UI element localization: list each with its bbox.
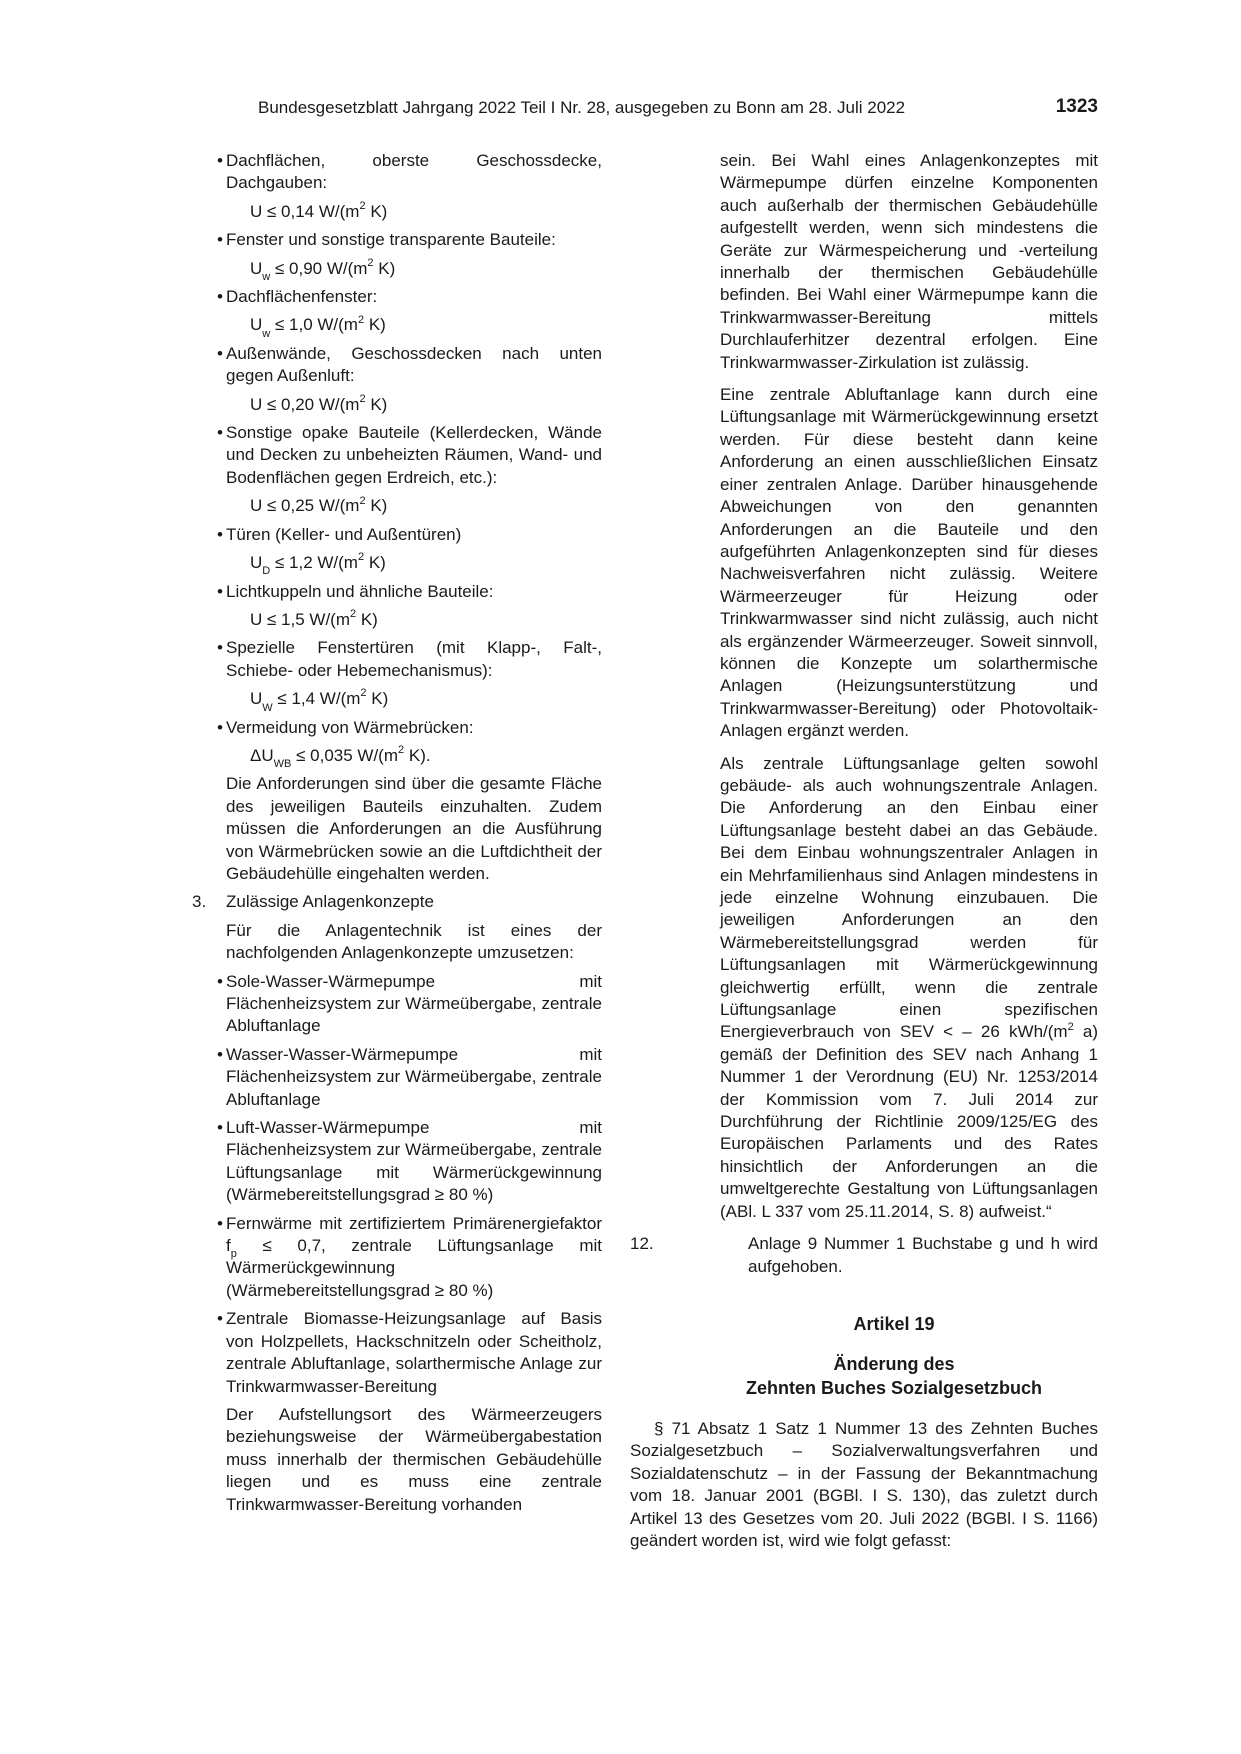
bullet-icon: •: [217, 230, 223, 250]
list-item: • Sole-Wasser-Wärmepumpe mit Flächenheizsystem zur Wärmeübergabe, zentrale Abluftanlage: [217, 971, 602, 1036]
bullet-icon: •: [217, 1213, 223, 1233]
paragraph: Eine zentrale Abluftanlage kann durch eine Lüftungsanlage mit Wärmerückgewinnung ersetzt werden. Für diese besteht dann keine Anforderung an einen ausschließlichen Einsatz einer zentralen Anlage. Darüber hinausgehende Abweichungen von den genannten Anforderungen an die Bauteile und den aufgeführten Anlagenkonzepten sind für dieses Nachweisverfahren nicht zulässig. Weitere Wärmeerzeuger für Heizung oder Trinkwarmwasser sind nicht zulässig, auch nicht als ergänzender Wärmeerzeuger. Soweit sinnvoll, können die Konzepte um solarthermische Anlagen (Heizungsunterstützung und Trinkwarmwasser-Bereitung) oder Photovoltaik-Anlagen ergänzt werden.: [720, 385, 1098, 741]
article-heading: [630, 1312, 1098, 1400]
bullet-icon: •: [217, 423, 223, 443]
list-item: • Türen (Keller- und Außentüren): [188, 524, 602, 546]
bullet-icon: •: [217, 1309, 223, 1329]
bullet-icon: •: [217, 1118, 223, 1138]
u-value: $U_w \le 1,0$ $W/(m^2$ K): [250, 313, 386, 340]
list-item: • Außenwände, Geschossdecken nach unten gegen Außenluft:: [217, 343, 602, 386]
paragraph: Als zentrale Lüftungsanlage gelten sowohl gebäude- als auch wohnungszentrale Anlagen. Die Anforderung an den Einbau einer Lüftungsanlage besteht dabei an das Gebäude. Bei dem Einbau wohnungszentraler Anlagen in ein Mehrfamilienhaus sind Anlagen mindestens in jede einzelne Wohnung einzubauen. Die jeweiligen Anforderungen an den Wärmebereitstellungsgrad werden für Lüftungsanlagen mit Wärmerückgewinnung gleichwertig erfüllt, wenn die zentrale Lüftungsanlage einen spezifischen Energieverbrauch von SEV < – 26 kWh/($m^2$ a) gemäß der Definition des SEV nach Anhang 1 Nummer 1 der Verordnung (EU) Nr. 1253/2014 der Kommission vom 7. Juli 2014 zur Durchführung der Richtlinie 2009/125/EG des Europäischen Parlaments und des Rates hinsichtlich der Anforderungen an die umweltgerechte Gestaltung von Lüftungsanlagen (ABl. L 337 vom 25.11.2014, S. 8) aufweist.“: [720, 753, 1099, 1221]
paragraph: § 71 Absatz 1 Satz 1 Nummer 13 des Zehnten Buches Sozialgesetzbuch – Sozialverwaltungsverfahren und Sozialdatenschutz – in der Fassung der Bekanntmachung vom 18. Januar 2001 (BGBl. I S. 130), das zuletzt durch Artikel 13 des Gesetzes vom 20. Juli 2022 (BGBl. I S. 1166) geändert worden ist, wird wie folgt gefasst:: [630, 1418, 1098, 1550]
item-number: 12.: [630, 1234, 654, 1254]
article-subtitle: Änderung des Zehnten Buches Sozialgesetzbuch: [745, 1353, 1043, 1398]
list-item: • Dachflächenfenster:: [188, 286, 602, 308]
bullet-icon: •: [217, 151, 223, 170]
u-value: U ≤ 1,5 $W/(m^2$ K): [250, 608, 378, 629]
page-number: 1323: [1055, 96, 1098, 117]
bullet-icon: •: [217, 581, 223, 601]
list-item: • Dachflächen, oberste Geschossdecke, Dachgauben:: [217, 151, 602, 193]
list-item: • Fenster und sonstige transparente Bauteile:: [188, 229, 602, 251]
article-title: Artikel 19: [853, 1313, 935, 1334]
list-item: • Luft-Wasser-Wärmepumpe mit Flächenheizsystem zur Wärmeübergabe, zentrale Lüftungsanlage mit Wärmerückgewinnung (Wärmebereitstellungsgrad ≥ 80 %): [217, 1118, 602, 1205]
u-value: $U_w \le 0,90$ $W/(m^2$ K): [250, 256, 396, 284]
item-number: 3.: [192, 892, 207, 912]
bullet-icon: •: [217, 1044, 223, 1064]
item-title: Zulässige Anlagenkonzepte: [226, 892, 434, 912]
u-value: $U_D \le 1,2$ $W/(m^2$ K): [250, 551, 386, 578]
list-item: • Spezielle Fenstertüren (mit Klapp-, Falt-, Schiebe- oder Hebemechanismus):: [217, 638, 602, 680]
paragraph: sein. Bei Wahl eines Anlagenkonzeptes mit Wärmepumpe dürfen einzelne Komponenten auch außerhalb der thermischen Gebäudehülle aufgestellt werden, wenn sich mindestens die Geräte zur Wärmespeicherung und -verteilung innerhalb der thermischen Gebäudehülle befinden. Bei Wahl einer Wärmepumpe kann die Trinkwarmwasser-Bereitung mittels Durchlauferhitzer dezentral erfolgen. Eine Trinkwarmwasser-Zirkulation ist zulässig.: [720, 151, 1098, 372]
page-header: [258, 98, 1098, 124]
paragraph: Die Anforderungen sind über die gesamte Fläche des jeweiligen Bauteils einzuhalten. Zudem müssen die Anforderungen an die Ausführung von Wärmebrücken sowie an die Luftdichtheit der Gebäudehülle eingehalten werden.: [226, 774, 602, 883]
bullet-icon: •: [217, 343, 223, 363]
bullet-icon: •: [217, 638, 223, 658]
numbered-item: 12. Anlage 9 Nummer 1 Buchstabe g und h wird aufgehoben.: [630, 1234, 1098, 1276]
left-column: [188, 150, 602, 1516]
list-item: • Sonstige opake Bauteile (Kellerdecken, Wände und Decken zu unbeheizten Räumen, Wand- und Bodenflächen gegen Erdreich, etc.):: [217, 423, 602, 487]
running-title: Bundesgesetzblatt Jahrgang 2022 Teil I Nr. 28, ausgegeben zu Bonn am 28. Juli 2022: [258, 98, 906, 117]
u-value: $\Delta U_{WB} \le 0,035$ $W/(m^2$ K).: [250, 744, 431, 771]
u-value: U ≤ 0,25 $W/(m^2$ K): [250, 494, 388, 516]
paragraph: Der Aufstellungsort des Wärmeerzeugers beziehungsweise der Wärmeübergabestation muss innerhalb der thermischen Gebäudehülle liegen und es muss eine zentrale Trinkwarmwasser-Bereitung vorhanden: [226, 1404, 602, 1514]
list-item: • Fernwärme mit zertifiziertem Primärenergiefaktor $f_p \le 0,7$, zentrale Lüftungsanlage mit Wärmerückgewinnung (Wärmebereitstellungsgrad ≥ 80 %): [217, 1213, 602, 1300]
numbered-item: [188, 891, 602, 913]
bullet-icon: •: [217, 971, 223, 991]
u-value: U ≤ 0,14 $W/(m^2$ K): [250, 200, 388, 221]
list-item: • Vermeidung von Wärmebrücken:: [188, 717, 602, 739]
bullet-icon: •: [217, 287, 223, 307]
list-item: • Lichtkuppeln und ähnliche Bauteile:: [188, 581, 602, 603]
bullet-icon: •: [217, 717, 223, 737]
right-column: [630, 150, 1098, 1552]
u-value: U ≤ 0,20 $W/(m^2$ K): [250, 393, 388, 414]
bullet-icon: •: [217, 524, 223, 544]
paragraph: Für die Anlagentechnik ist eines der nachfolgenden Anlagenkonzepte umzusetzen:: [226, 920, 602, 963]
list-item: • Zentrale Biomasse-Heizungsanlage auf Basis von Holzpellets, Hackschnitzeln oder Scheitholz, zentrale Abluftanlage, solarthermische Anlage zur Trinkwarmwasser-Bereitung: [217, 1309, 602, 1396]
list-item: • Wasser-Wasser-Wärmepumpe mit Flächenheizsystem zur Wärmeübergabe, zentrale Abluftanlage: [217, 1044, 602, 1109]
u-value: $U_W \le 1,4$ $W/(m^2$ K): [250, 687, 389, 714]
